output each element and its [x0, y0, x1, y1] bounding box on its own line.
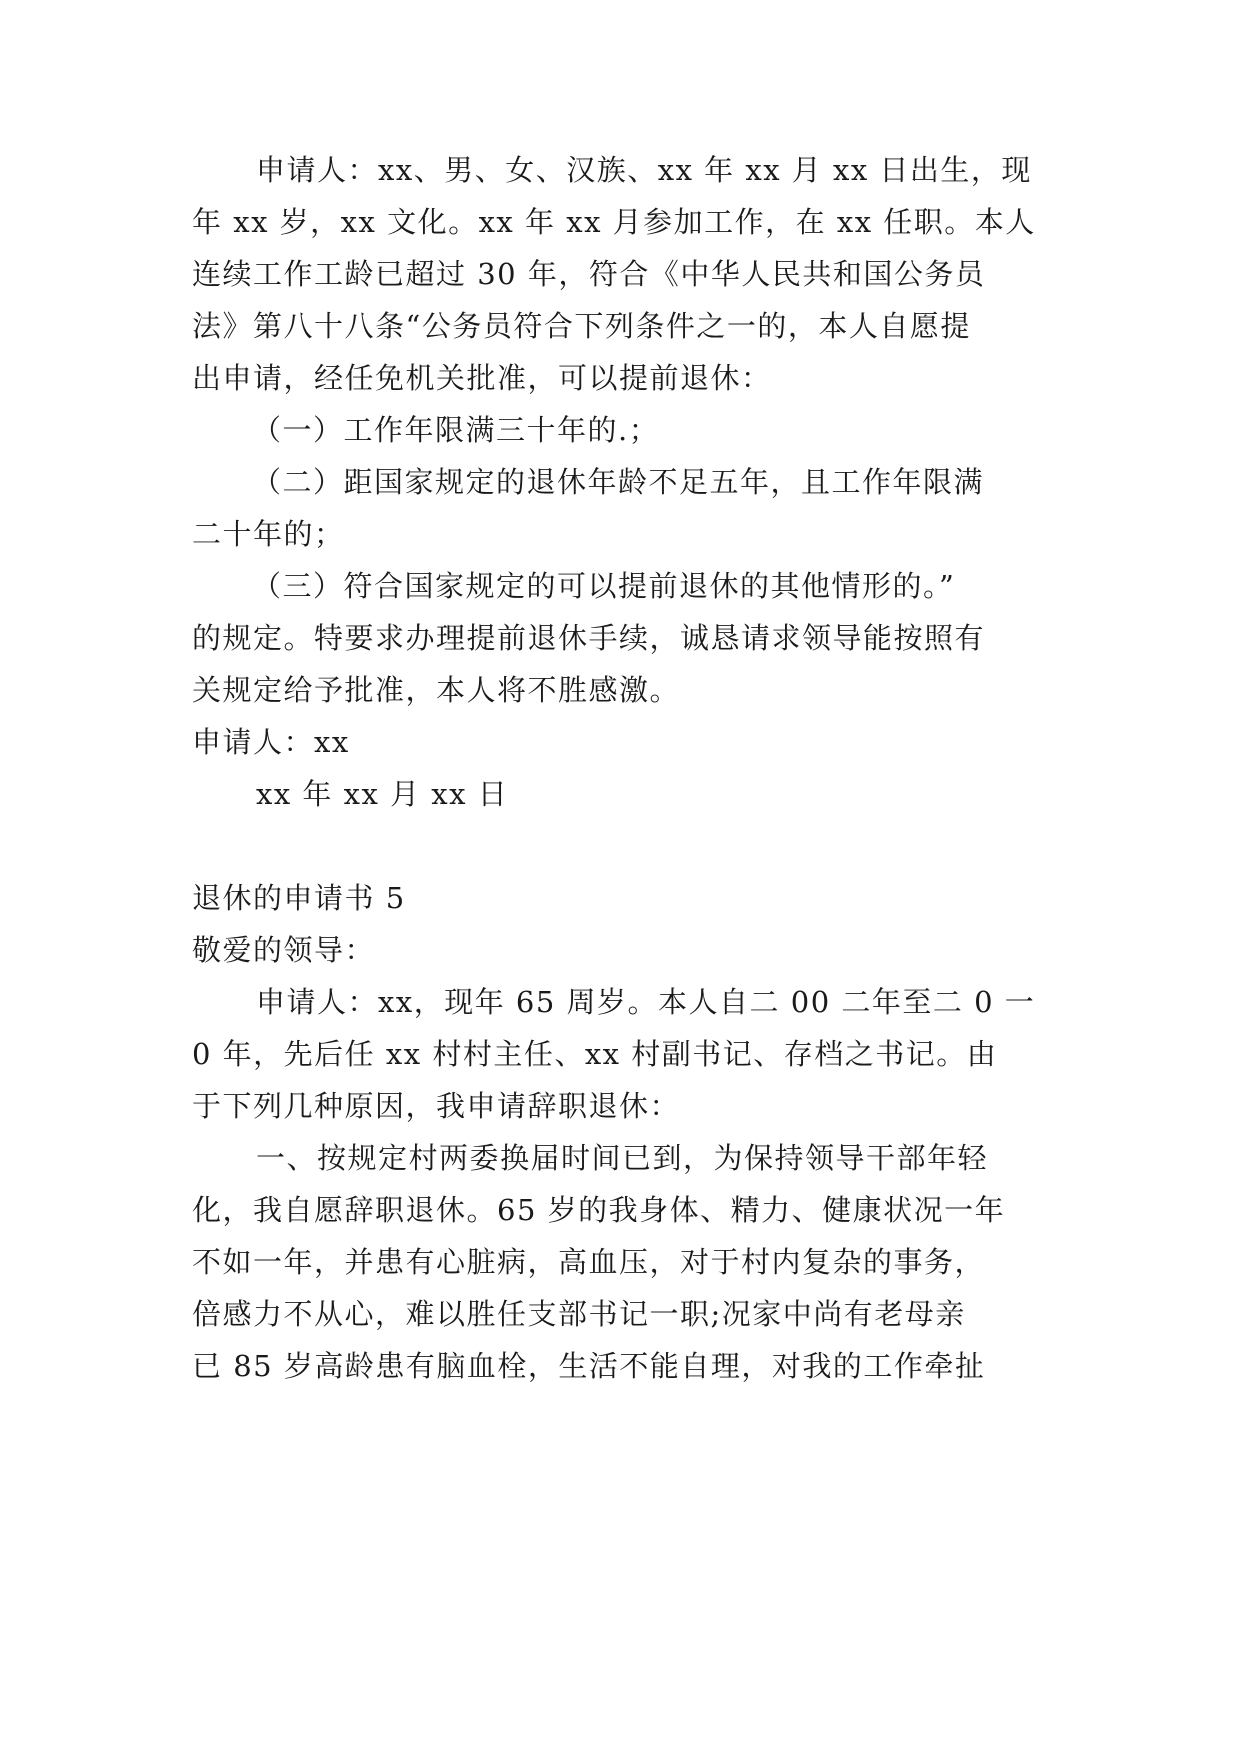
intro-line-4: 法》第八十八条“公务员符合下列条件之一的，本人自愿提 [192, 309, 971, 343]
item-2-line-2: 二十年的； [192, 517, 345, 551]
item-3-line-1: （三）符合国家规定的可以提前退休的其他情形的。” [252, 569, 956, 603]
para1-line-2: 0 年，先后任 xx 村村主任、xx 村副书记、存档之书记。由 [192, 1037, 998, 1071]
intro-line-5: 出申请，经任免机关批准，可以提前退休： [192, 361, 772, 395]
item-1: （一）工作年限满三十年的.； [252, 413, 660, 447]
para2-line-1: 一、按规定村两委换届时间已到，为保持领导干部年轻 [256, 1141, 989, 1175]
para1-line-3: 于下列几种原因，我申请辞职退休： [192, 1089, 681, 1123]
para2-line-5: 已 85 岁高龄患有脑血栓，生活不能自理，对我的工作牵扯 [192, 1349, 986, 1383]
para2-line-2: 化，我自愿辞职退休。65 岁的我身体、精力、健康状况一年 [192, 1193, 1006, 1227]
signature: 申请人：xx [192, 725, 350, 759]
item-3-line-2: 的规定。特要求办理提前退休手续，诚恳请求领导能按照有 [192, 621, 986, 655]
item-2-line-1: （二）距国家规定的退休年龄不足五年，且工作年限满 [252, 465, 985, 499]
intro-line-2: 年 xx 岁，xx 文化。xx 年 xx 月参加工作，在 xx 任职。本人 [192, 205, 1036, 239]
para2-line-3: 不如一年，并患有心脏病，高血压，对于村内复杂的事务， [192, 1245, 986, 1279]
salutation: 敬爱的领导： [192, 933, 376, 967]
item-3-line-3: 关规定给予批准，本人将不胜感激。 [192, 673, 681, 707]
intro-line-1: 申请人：xx、男、女、汉族、xx 年 xx 月 xx 日出生，现 [256, 153, 1032, 187]
date: xx 年 xx 月 xx 日 [256, 777, 509, 811]
para2-line-4: 倍感力不从心，难以胜任支部书记一职;况家中尚有老母亲 [192, 1297, 966, 1331]
intro-line-3: 连续工作工龄已超过 30 年，符合《中华人民共和国公务员 [192, 257, 986, 291]
section-title: 退休的申请书 5 [192, 881, 406, 915]
para1-line-1: 申请人：xx，现年 65 周岁。本人自二 00 二年至二 0 一 [256, 985, 1036, 1019]
